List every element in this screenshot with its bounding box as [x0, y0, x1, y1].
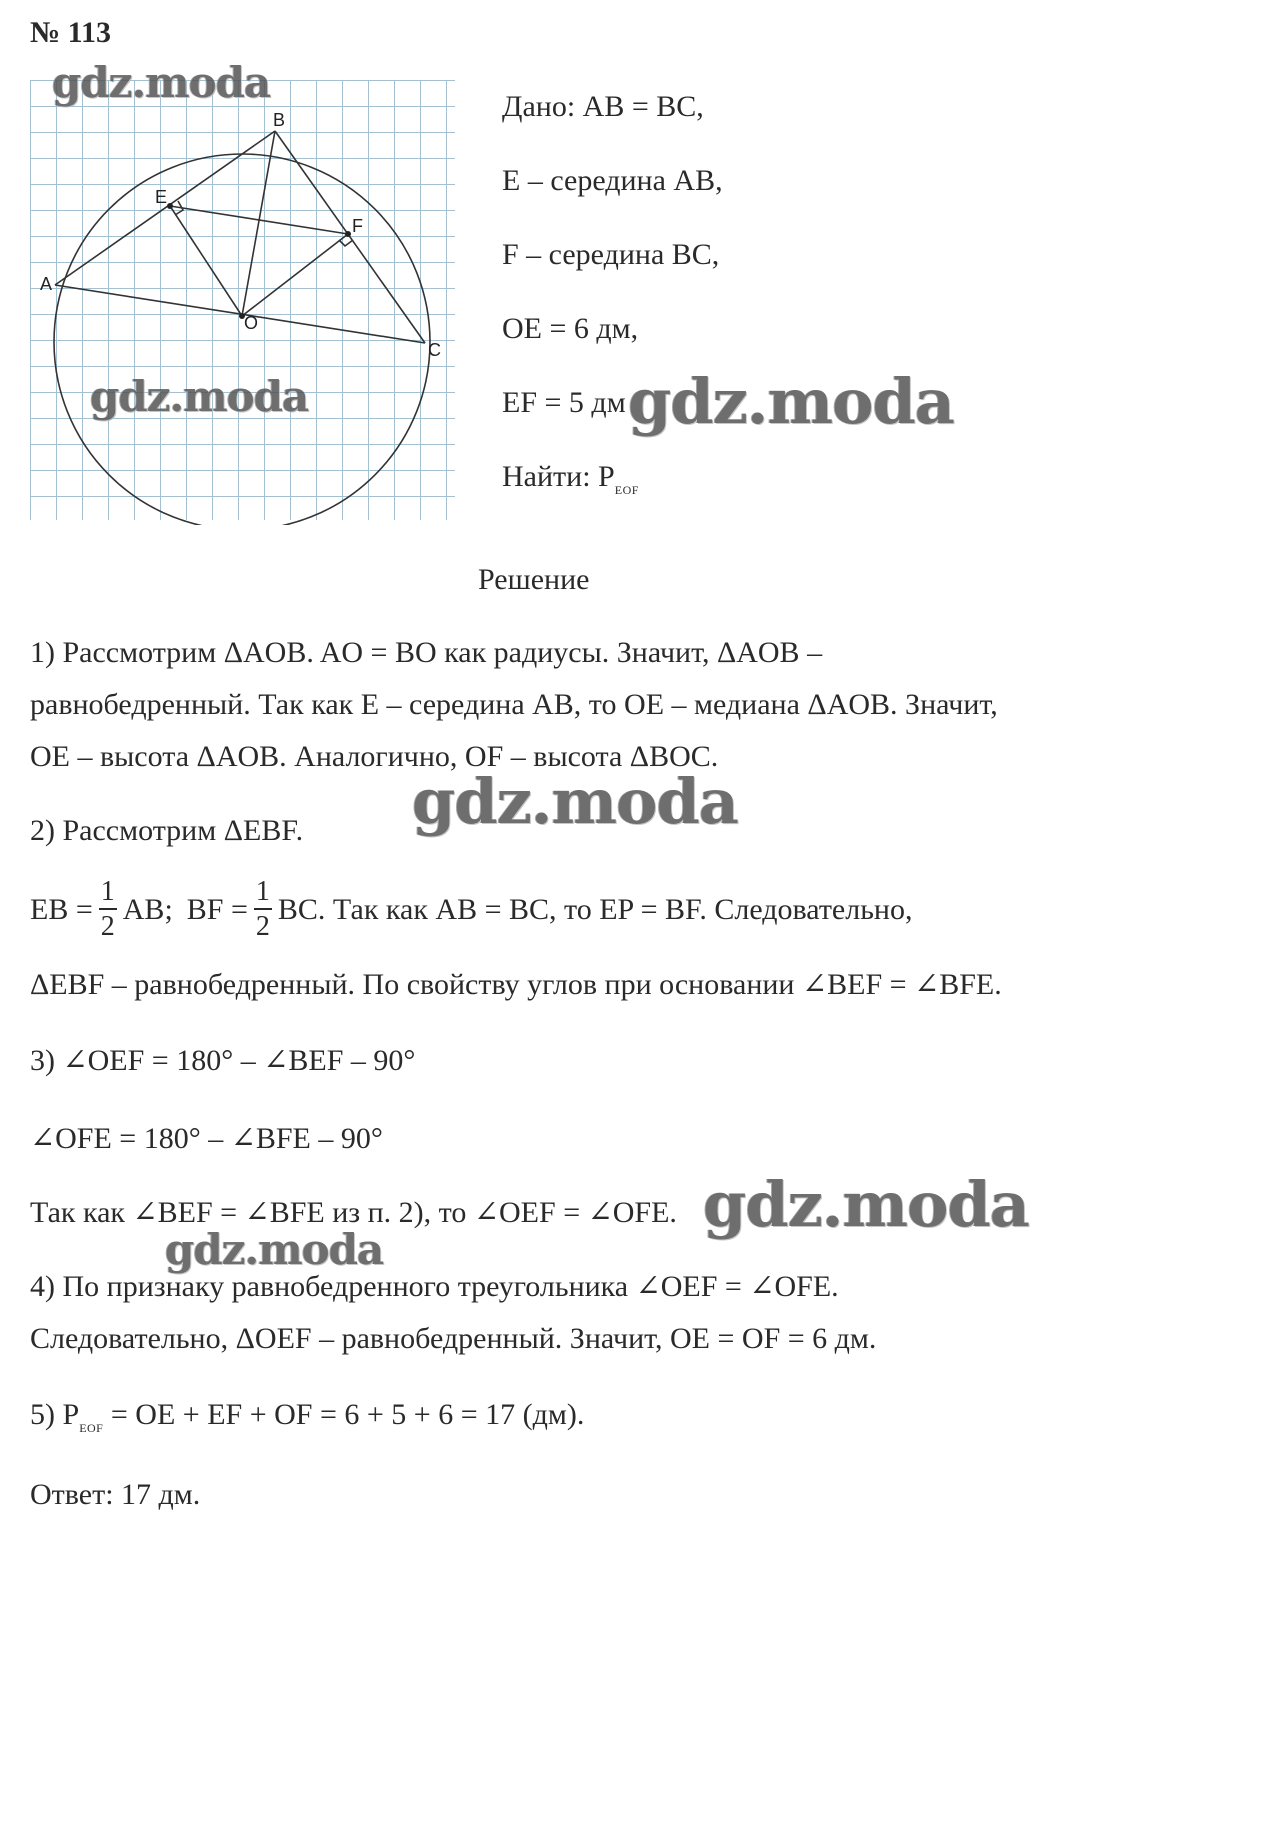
- fraction-half: $\frac{1}{2}$: [255, 876, 270, 942]
- answer-line: Ответ: 17 дм.: [30, 1478, 201, 1511]
- step-4-line-2: Следовательно, ΔOEF – равнобедренный. Значит, OE = OF = 6 дм.: [30, 1322, 877, 1355]
- step-1-line-3: OE – высота ΔAOB. Аналогично, OF – высота ΔBOC.: [30, 740, 719, 773]
- find-label: Найти:: [502, 460, 591, 493]
- ab-text: AB;: [122, 892, 173, 926]
- step-5-equation: = OE + EF + OF = 6 + 5 + 6 = 17 (дм).: [110, 1398, 585, 1431]
- label-b: B: [273, 110, 286, 130]
- label-a: A: [40, 274, 53, 294]
- step-2-rest: BC. Так как AB = BC, то EP = BF. Следовательно,: [277, 892, 913, 926]
- watermark: gdz.moda: [52, 58, 271, 107]
- perimeter-subscript: EOF: [79, 1421, 104, 1435]
- step-2-line-3: ΔEBF – равнобедренный. По свойству углов при основании ∠BEF = ∠BFE.: [30, 968, 1002, 1001]
- step-5-line: [30, 1400, 584, 1434]
- watermark: gdz.moda: [165, 1225, 384, 1274]
- perimeter-subscript: EOF: [614, 483, 639, 497]
- label-f: F: [352, 216, 363, 236]
- find-line: [502, 462, 639, 496]
- watermark: gdz.moda: [90, 372, 309, 421]
- step-4-line-1: 4) По признаку равнобедренного треугольника ∠OEF = ∠OFE.: [30, 1270, 839, 1303]
- problem-number: № 113: [30, 16, 111, 49]
- solution-heading: Решение: [478, 563, 590, 596]
- geometry-figure: [30, 80, 460, 525]
- given-line-1: Дано: AB = BC,: [502, 90, 704, 123]
- grid-paper: [30, 80, 455, 520]
- step-3-line-1: 3) ∠OEF = 180° – ∠BEF – 90°: [30, 1044, 416, 1077]
- eb-text: EB =: [30, 892, 93, 926]
- given-line-2: E – середина AB,: [502, 164, 723, 197]
- label-c: C: [428, 340, 441, 360]
- perimeter-symbol: P: [62, 1398, 80, 1431]
- given-line-4: OE = 6 дм,: [502, 312, 639, 345]
- step-2-line-1: 2) Рассмотрим ΔEBF.: [30, 814, 304, 847]
- given-line-3: F – середина BC,: [502, 238, 720, 271]
- watermark: gdz.moda: [412, 765, 738, 838]
- watermark: gdz.moda: [628, 365, 954, 438]
- perimeter-symbol: P: [598, 460, 615, 493]
- label-o: O: [244, 313, 259, 333]
- given-line-5: EF = 5 дм: [502, 386, 626, 419]
- step-2-line-2: [30, 878, 912, 941]
- fraction-half: $\frac{1}{2}$: [100, 876, 115, 942]
- label-e: E: [155, 187, 168, 207]
- point-f: [345, 231, 351, 237]
- step-1-line-1: 1) Рассмотрим ΔAOB. AO = BO как радиусы. Значит, ΔAOB –: [30, 636, 823, 669]
- step-3-line-2: ∠OFE = 180° – ∠BFE – 90°: [30, 1122, 383, 1155]
- step-3-line-3: Так как ∠BEF = ∠BFE из п. 2), то ∠OEF = ∠OFE.: [30, 1196, 677, 1229]
- step-5-prefix: 5): [30, 1398, 55, 1431]
- step-1-line-2: равнобедренный. Так как E – середина AB, то OE – медиана ΔAOB. Значит,: [30, 688, 998, 721]
- bf-text: BF =: [186, 892, 248, 926]
- watermark: gdz.moda: [703, 1168, 1029, 1241]
- point-e: [167, 203, 173, 209]
